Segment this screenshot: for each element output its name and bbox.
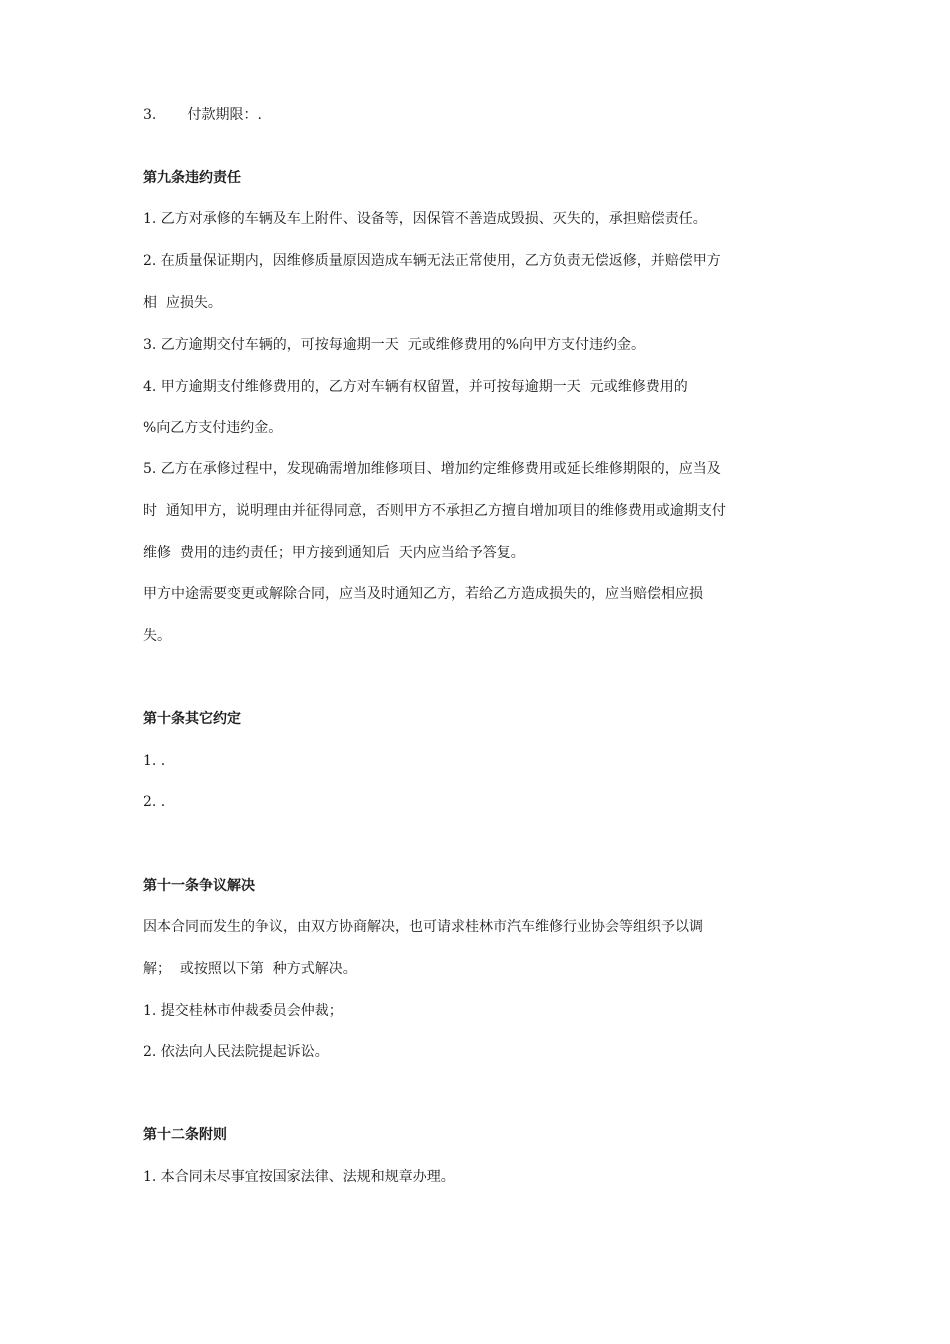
article-9-item-6-cont: 失。 [143, 628, 171, 644]
article-10-item-1: 1. . [143, 753, 166, 769]
article-9-item-5-cont-1: 时 通知甲方，说明理由并征得同意，否则甲方不承担乙方擅自增加项目的维修费用或逾期支付 [143, 503, 726, 519]
article-9-item-4-cont: %向乙方支付违约金。 [143, 420, 283, 436]
article-10-item-2: 2. . [143, 794, 166, 810]
article-9-item-3: 3. 乙方逾期交付车辆的，可按每逾期一天 元或维修费用的%向甲方支付违约金。 [143, 337, 646, 353]
article-12-item-1: 1. 本合同未尽事宜按国家法律、法规和规章办理。 [143, 1169, 455, 1185]
article-9-item-1: 1. 乙方对承修的车辆及车上附件、设备等，因保管不善造成毁损、灭失的，承担赔偿责任。 [143, 211, 707, 227]
payment-term-line: 3. 付款期限：. [143, 107, 262, 123]
article-9-item-2: 2. 在质量保证期内，因维修质量原因造成车辆无法正常使用，乙方负责无偿返修，并赔偿甲方 [143, 253, 721, 269]
article-9-item-2-cont: 相 应损失。 [143, 295, 222, 311]
article-10-heading: 第十条其它约定 [143, 711, 241, 727]
article-11-item-2: 2. 依法向人民法院提起诉讼。 [143, 1044, 329, 1060]
article-12-heading: 第十二条附则 [143, 1127, 227, 1143]
article-11-heading: 第十一条争议解决 [143, 878, 255, 894]
article-11-para-cont: 解； 或按照以下第 种方式解决。 [143, 961, 357, 977]
article-9-item-5: 5. 乙方在承修过程中，发现确需增加维修项目、增加约定维修费用或延长维修期限的，应当及 [143, 461, 721, 477]
article-11-para: 因本合同而发生的争议，由双方协商解决，也可请求桂林市汽车维修行业协会等组织予以调 [143, 919, 703, 935]
article-11-item-1: 1. 提交桂林市仲裁委员会仲裁； [143, 1003, 343, 1019]
article-9-heading: 第九条违约责任 [143, 170, 241, 186]
article-9-item-5-cont-2: 维修 费用的违约责任；甲方接到通知后 天内应当给予答复。 [143, 545, 525, 561]
article-9-item-4: 4. 甲方逾期支付维修费用的，乙方对车辆有权留置，并可按每逾期一天 元或维修费用的 [143, 379, 688, 395]
article-9-item-6: 甲方中途需要变更或解除合同，应当及时通知乙方，若给乙方造成损失的，应当赔偿相应损 [143, 586, 703, 602]
